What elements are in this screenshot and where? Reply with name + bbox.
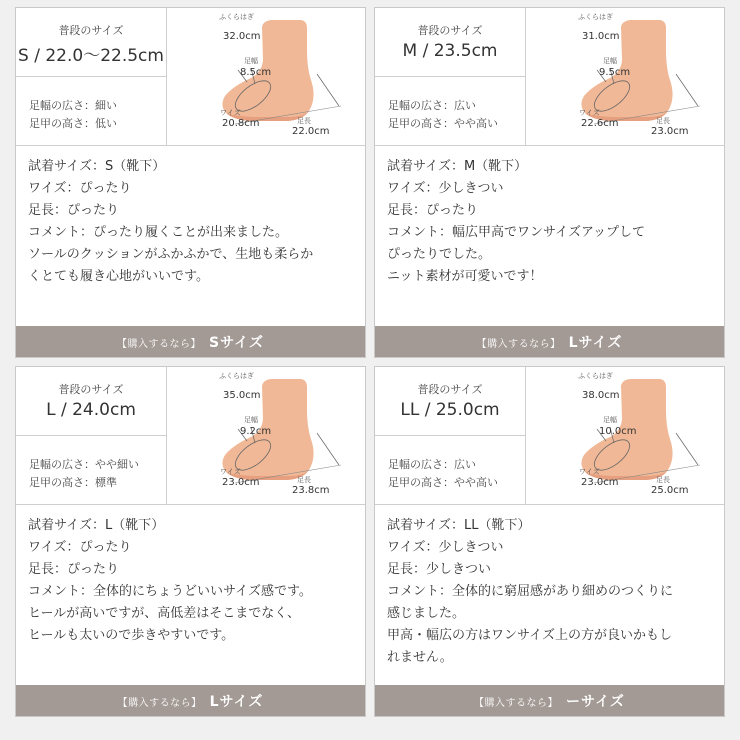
calf-label: ふくらはぎ	[578, 372, 613, 380]
buy-recommendation-button[interactable]	[375, 326, 724, 357]
review-line: 試着サイズ：L（靴下）	[28, 518, 165, 533]
review-line: ソールのクッションがふかふかで、生地も柔らか	[28, 247, 314, 262]
length-label: 足長	[297, 117, 311, 125]
normal-size-box	[16, 8, 167, 77]
review-line: ヒールも太いので歩きやすいです。	[28, 628, 235, 643]
ankle-label: 足幅	[603, 416, 617, 424]
width-value: 22.6cm	[581, 118, 619, 129]
size-info-panel	[16, 8, 365, 146]
review-line: ヒールが高いですが、高低差はそこまでなく、	[28, 606, 300, 621]
ankle-label: 足幅	[603, 57, 617, 65]
length-label: 足長	[656, 117, 670, 125]
normal-size-box	[375, 8, 526, 77]
normal-size-caption: 普段のサイズ	[58, 24, 124, 37]
ankle-value: 9.2cm	[240, 426, 272, 437]
width-value: 20.8cm	[222, 118, 260, 129]
width-label: ワイズ	[220, 468, 241, 476]
normal-size-box	[375, 367, 526, 436]
review-line: れません。	[387, 650, 453, 665]
width-label: ワイズ	[220, 109, 241, 117]
buy-recommendation-button[interactable]	[16, 685, 365, 716]
review-line: ワイズ：ぴったり	[28, 181, 132, 196]
width-label: ワイズ	[579, 109, 600, 117]
size-info-panel	[16, 367, 365, 505]
ankle-value: 10.0cm	[599, 426, 637, 437]
length-value: 22.0cm	[292, 126, 330, 137]
foot-shape-box	[375, 77, 526, 145]
review-line: 足長：少しきつい	[387, 562, 492, 577]
length-value: 23.0cm	[651, 126, 689, 137]
review-line: ワイズ：ぴったり	[28, 540, 132, 555]
size-review-card	[15, 366, 366, 717]
review-text	[387, 156, 716, 288]
foot-measurements	[526, 367, 724, 504]
length-label: 足長	[297, 476, 311, 484]
width-value: 23.0cm	[222, 477, 260, 488]
review-line: 試着サイズ：LL（靴下）	[387, 518, 531, 533]
foot-width-text: 足幅の広さ：広い	[388, 99, 476, 112]
foot-measurements	[167, 8, 365, 145]
foot-shape-box	[16, 436, 167, 504]
instep-height-text: 足甲の高さ：やや高い	[388, 476, 498, 489]
buy-size: Lサイズ	[568, 335, 623, 351]
instep-height-text: 足甲の高さ：やや高い	[388, 117, 498, 130]
normal-size-box	[16, 367, 167, 436]
calf-value: 32.0cm	[223, 31, 261, 42]
buy-size: ーサイズ	[566, 694, 625, 710]
normal-size-caption: 普段のサイズ	[417, 383, 483, 396]
normal-size-value: LL / 25.0cm	[400, 400, 500, 420]
foot-width-text: 足幅の広さ：細い	[29, 99, 117, 112]
instep-height-text: 足甲の高さ：低い	[29, 117, 117, 130]
size-review-card	[374, 7, 725, 358]
buy-prefix: 【購入するなら】	[476, 339, 561, 350]
review-line: ワイズ：少しきつい	[387, 181, 504, 196]
review-line: 足長：ぴったり	[28, 203, 120, 218]
review-line: 試着サイズ：M（靴下）	[387, 159, 528, 174]
buy-prefix: 【購入するなら】	[117, 339, 202, 350]
buy-size: Lサイズ	[209, 694, 264, 710]
calf-label: ふくらはぎ	[578, 13, 613, 21]
review-line: ワイズ：少しきつい	[387, 540, 504, 555]
size-review-card	[374, 366, 725, 717]
review-line: コメント：幅広甲高でワンサイズアップして	[387, 225, 646, 240]
review-text	[387, 515, 716, 669]
ankle-value: 9.5cm	[599, 67, 631, 78]
foot-shape-box	[375, 436, 526, 504]
foot-measurements	[167, 367, 365, 504]
calf-value: 38.0cm	[582, 390, 620, 401]
review-line: 感じました。	[387, 606, 466, 621]
calf-value: 31.0cm	[582, 31, 620, 42]
review-text	[28, 156, 357, 288]
ankle-label: 足幅	[244, 57, 258, 65]
size-review-card	[15, 7, 366, 358]
buy-prefix: 【購入するなら】	[474, 698, 559, 709]
calf-label: ふくらはぎ	[219, 372, 254, 380]
normal-size-caption: 普段のサイズ	[417, 24, 483, 37]
review-text	[28, 515, 357, 647]
review-line: ニット素材が可愛いです！	[387, 269, 543, 284]
normal-size-value: M / 23.5cm	[402, 41, 498, 61]
calf-label: ふくらはぎ	[219, 13, 254, 21]
review-line: コメント：全体的に窮屈感があり細めのつくりに	[387, 584, 674, 599]
foot-measurements	[526, 8, 724, 145]
review-line: 足長：ぴったり	[387, 203, 479, 218]
buy-prefix: 【購入するなら】	[117, 698, 202, 709]
instep-height-text: 足甲の高さ：標準	[29, 476, 117, 489]
review-line: 足長：ぴったり	[28, 562, 120, 577]
ankle-label: 足幅	[244, 416, 258, 424]
review-line: ぴったりでした。	[387, 247, 492, 262]
review-line: コメント：全体的にちょうどいいサイズ感です。	[28, 584, 312, 599]
foot-width-text: 足幅の広さ：広い	[388, 458, 476, 471]
review-line: コメント：ぴったり履くことが出来ました。	[28, 225, 289, 240]
length-value: 23.8cm	[292, 485, 330, 496]
length-label: 足長	[656, 476, 670, 484]
width-label: ワイズ	[579, 468, 600, 476]
review-line: 試着サイズ：S（靴下）	[28, 159, 166, 174]
length-value: 25.0cm	[651, 485, 689, 496]
size-info-panel	[375, 367, 724, 505]
size-info-panel	[375, 8, 724, 146]
buy-size: Sサイズ	[209, 335, 264, 351]
review-line: くとても履き心地がいいです。	[28, 269, 209, 284]
buy-recommendation-button[interactable]	[16, 326, 365, 357]
buy-recommendation-button[interactable]	[375, 685, 724, 716]
calf-value: 35.0cm	[223, 390, 261, 401]
review-line: 甲高・幅広の方はワンサイズ上の方が良いかもし	[387, 628, 672, 643]
ankle-value: 8.5cm	[240, 67, 272, 78]
foot-shape-box	[16, 77, 167, 145]
width-value: 23.0cm	[581, 477, 619, 488]
normal-size-caption: 普段のサイズ	[58, 383, 124, 396]
normal-size-value: L / 24.0cm	[46, 400, 136, 420]
foot-width-text: 足幅の広さ：やや細い	[29, 458, 139, 471]
normal-size-value: S / 22.0〜22.5cm	[18, 46, 164, 66]
